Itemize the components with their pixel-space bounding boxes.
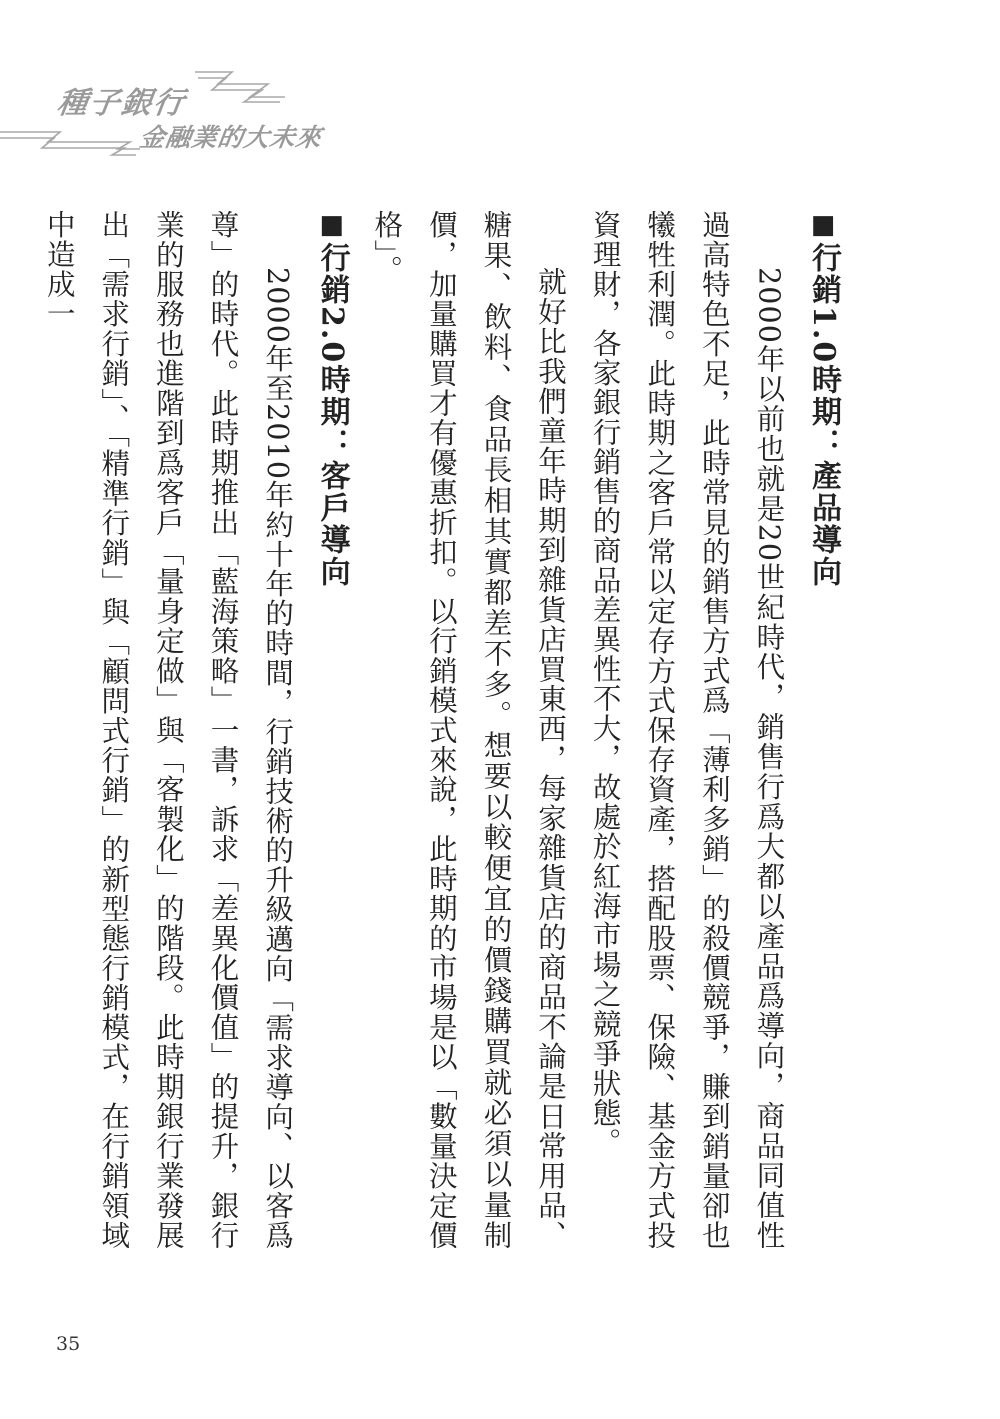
running-header: [0, 50, 324, 160]
section-heading: [795, 210, 850, 1250]
body-text: [31, 210, 850, 1250]
book-subtitle: 金融業的大未來: [137, 123, 324, 152]
paragraph: 就好比我們童年時期到雜貨店買東西，每家雜貨店的商品不論是日常用品、糖果、飲料、食品長相其實都差不多。想要以較便宜的價錢購買就必須以量制價，加量購買才有優惠折扣。以行銷模式來說，此時期的市場是以「數量決定價格」。: [370, 210, 568, 1250]
book-title: 種子銀行: [55, 86, 188, 121]
heading-text: 行銷2.0時期：客戶導向: [314, 242, 350, 589]
paragraph: 2000年以前也就是20世紀時代，銷售行爲大都以產品爲導向，商品同值性過高特色不足，此時常見的銷售方式爲「薄利多銷」的殺價競爭，賺到銷量卻也犧牲利潤。此時期之客戶常以定存方式保存資產，搭配股票、保險、基金方式投資理財，各家銀行銷售的商品差異性不大，故處於紅海市場之競爭狀態。: [588, 210, 786, 1250]
page-number: 35: [56, 1333, 81, 1355]
paragraph: 2000年至2010年約十年的時間，行銷技術的升級邁向「需求導向、以客爲尊」的時代。此時期推出「藍海策略」一書，訴求「差異化價值」的提升，銀行業的服務也進階到爲客戶「量身定做」與「客製化」的階段。此時期銀行業發展出「需求行銷」、「精準行銷」與「顧問式行銷」的新型態行銷模式，在行銷領域中造成一: [42, 210, 295, 1250]
section-heading: [304, 210, 359, 1250]
heading-square-marker: ■: [316, 210, 347, 242]
heading-square-marker: ■: [808, 210, 838, 242]
heading-text: 行銷1.0時期：產品導向: [806, 242, 841, 589]
